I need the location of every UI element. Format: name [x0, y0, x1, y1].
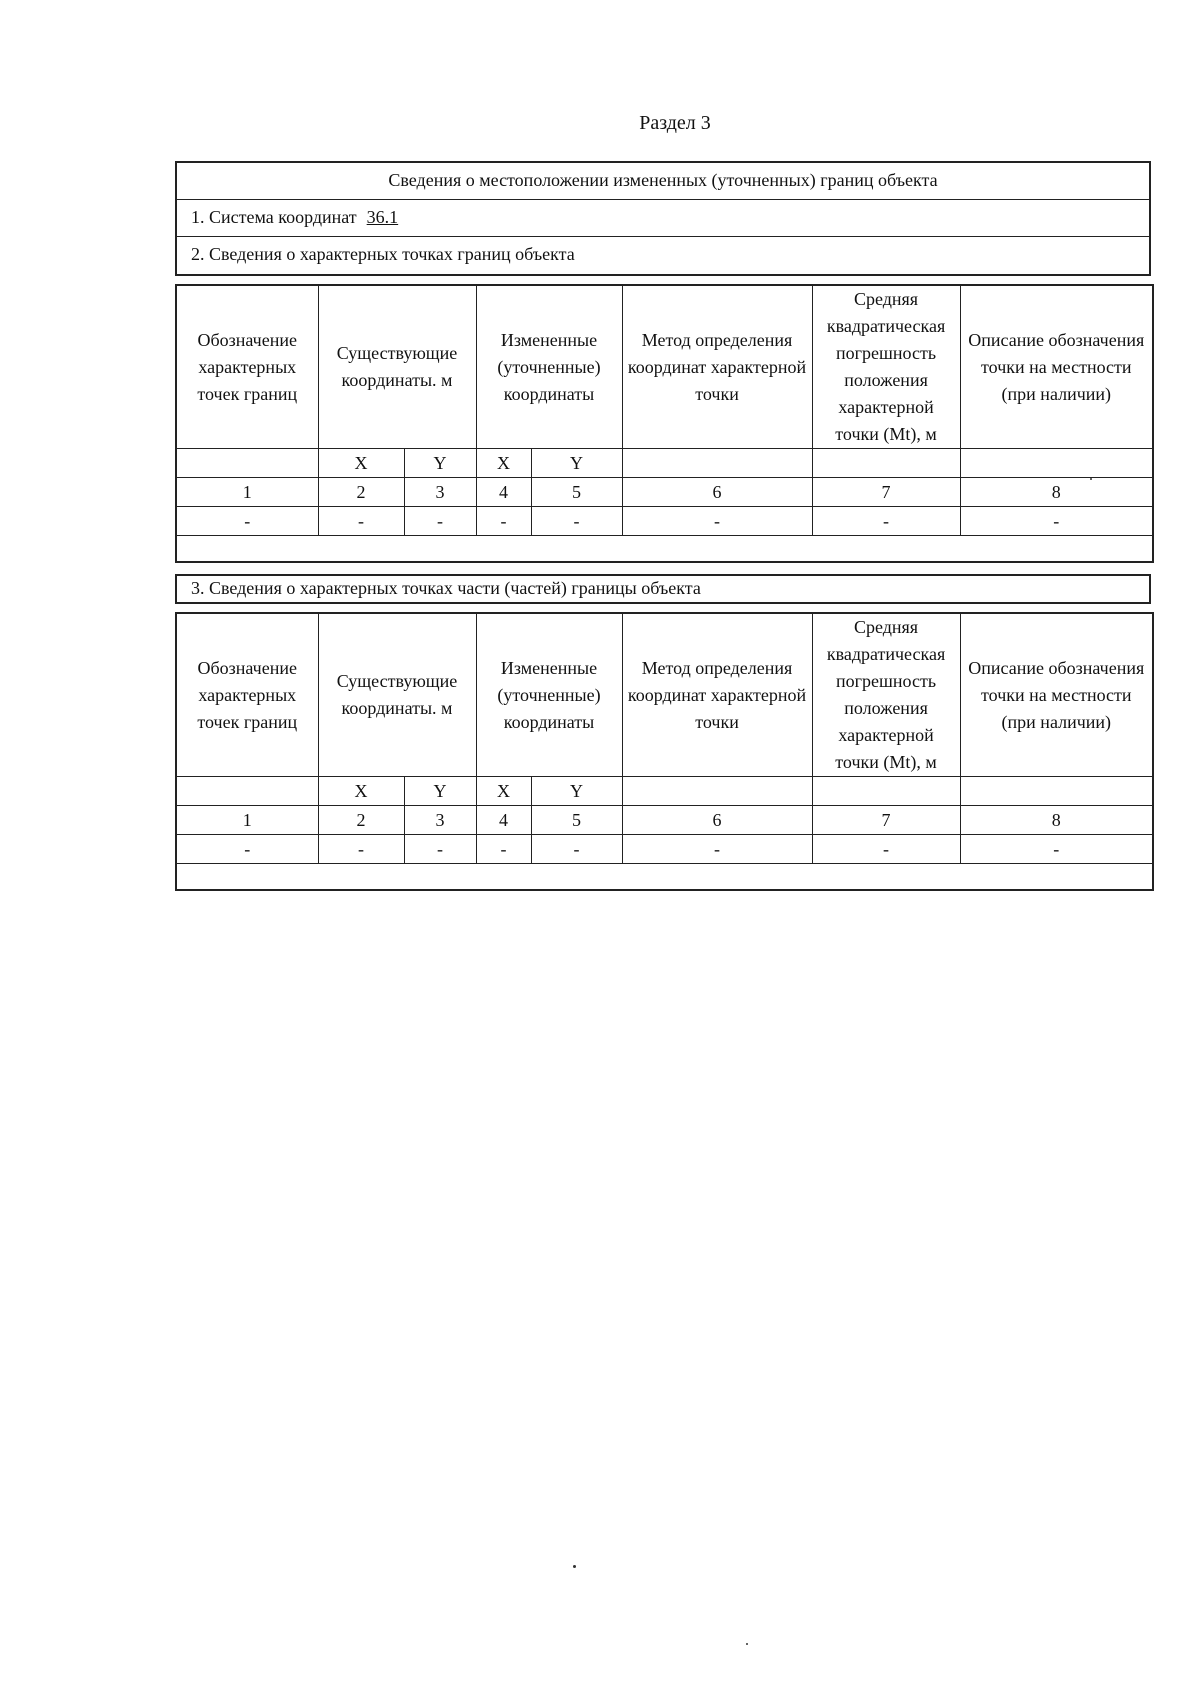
subheader-cell — [622, 777, 812, 806]
table-blank-cell — [176, 536, 1153, 563]
header-existing-coordinates: Существующие координаты. м — [318, 285, 476, 449]
column-number: 7 — [812, 806, 960, 835]
table-cell: - — [622, 835, 812, 864]
header-error: Средняя квадратическая погрешность положения характерной точки (Mt), м — [812, 613, 960, 777]
column-number: 8 — [960, 478, 1153, 507]
column-number: 7 — [812, 478, 960, 507]
table-cell: - — [176, 507, 318, 536]
boundary-info-block — [175, 161, 1151, 276]
subheader-changed-y: Y — [531, 777, 622, 806]
header-changed-coordinates: Измененные (уточненные) координаты — [476, 613, 622, 777]
subheader-cell — [812, 449, 960, 478]
table-header-row — [176, 285, 1153, 449]
table-subheader-row — [176, 449, 1153, 478]
column-number: 8 — [960, 806, 1153, 835]
scan-speck — [573, 1565, 576, 1568]
block-title: Сведения о местоположении измененных (уточненных) границ объекта — [177, 163, 1149, 200]
table-row — [176, 835, 1153, 864]
table-cell: - — [960, 835, 1153, 864]
column-number: 5 — [531, 478, 622, 507]
table-header-row — [176, 613, 1153, 777]
header-designation: Обозначение характерных точек границ — [176, 613, 318, 777]
table-cell: - — [318, 507, 404, 536]
header-designation: Обозначение характерных точек границ — [176, 285, 318, 449]
table-cell: - — [476, 835, 531, 864]
subheader-existing-x: X — [318, 449, 404, 478]
subheader-cell — [622, 449, 812, 478]
column-number: 6 — [622, 478, 812, 507]
table-cell: - — [812, 835, 960, 864]
coordinate-system-value: 36.1 — [366, 207, 399, 227]
header-description: Описание обозначения точки на местности (при наличии) — [960, 613, 1153, 777]
subheader-cell — [176, 449, 318, 478]
table-cell: - — [476, 507, 531, 536]
header-method: Метод определения координат характерной точки — [622, 613, 812, 777]
table-cell: - — [404, 835, 476, 864]
subheader-existing-y: Y — [404, 449, 476, 478]
header-changed-coordinates: Измененные (уточненные) координаты — [476, 285, 622, 449]
header-error: Средняя квадратическая погрешность положения характерной точки (Mt), м — [812, 285, 960, 449]
table-column-numbers-row — [176, 806, 1153, 835]
header-description: Описание обозначения точки на местности (при наличии) — [960, 285, 1153, 449]
column-number: 5 — [531, 806, 622, 835]
coordinate-system-row — [177, 200, 1149, 237]
column-number: 1 — [176, 806, 318, 835]
scan-speck — [1090, 478, 1092, 480]
subheader-cell — [176, 777, 318, 806]
points-heading: 2. Сведения о характерных точках границ объекта — [191, 244, 575, 264]
subheader-cell — [812, 777, 960, 806]
table-blank-row — [176, 536, 1153, 563]
table-cell: - — [404, 507, 476, 536]
part-boundary-block — [175, 574, 1151, 604]
subheader-changed-x: X — [476, 777, 531, 806]
table-cell: - — [531, 507, 622, 536]
table-cell: - — [622, 507, 812, 536]
subheader-cell — [960, 777, 1153, 806]
subheader-existing-y: Y — [404, 777, 476, 806]
table-blank-row — [176, 864, 1153, 891]
subheader-changed-x: X — [476, 449, 531, 478]
column-number: 3 — [404, 806, 476, 835]
subheader-cell — [960, 449, 1153, 478]
subheader-changed-y: Y — [531, 449, 622, 478]
header-existing-coordinates: Существующие координаты. м — [318, 613, 476, 777]
table-cell: - — [960, 507, 1153, 536]
table-column-numbers-row — [176, 478, 1153, 507]
column-number: 2 — [318, 478, 404, 507]
table-subheader-row — [176, 777, 1153, 806]
coordinate-system-label: 1. Система координат — [191, 207, 357, 227]
subheader-existing-x: X — [318, 777, 404, 806]
table-row — [176, 507, 1153, 536]
table-blank-cell — [176, 864, 1153, 891]
column-number: 1 — [176, 478, 318, 507]
section-title: Раздел 3 — [639, 112, 711, 134]
scan-speck — [746, 1643, 748, 1645]
part-boundary-heading: 3. Сведения о характерных точках части (частей) границы объекта — [191, 578, 701, 598]
column-number: 3 — [404, 478, 476, 507]
column-number: 2 — [318, 806, 404, 835]
table-cell: - — [318, 835, 404, 864]
column-number: 4 — [476, 806, 531, 835]
column-number: 4 — [476, 478, 531, 507]
boundary-points-table — [175, 284, 1154, 563]
table-cell: - — [531, 835, 622, 864]
table-cell: - — [176, 835, 318, 864]
part-boundary-points-table — [175, 612, 1154, 891]
table-cell: - — [812, 507, 960, 536]
column-number: 6 — [622, 806, 812, 835]
header-method: Метод определения координат характерной точки — [622, 285, 812, 449]
